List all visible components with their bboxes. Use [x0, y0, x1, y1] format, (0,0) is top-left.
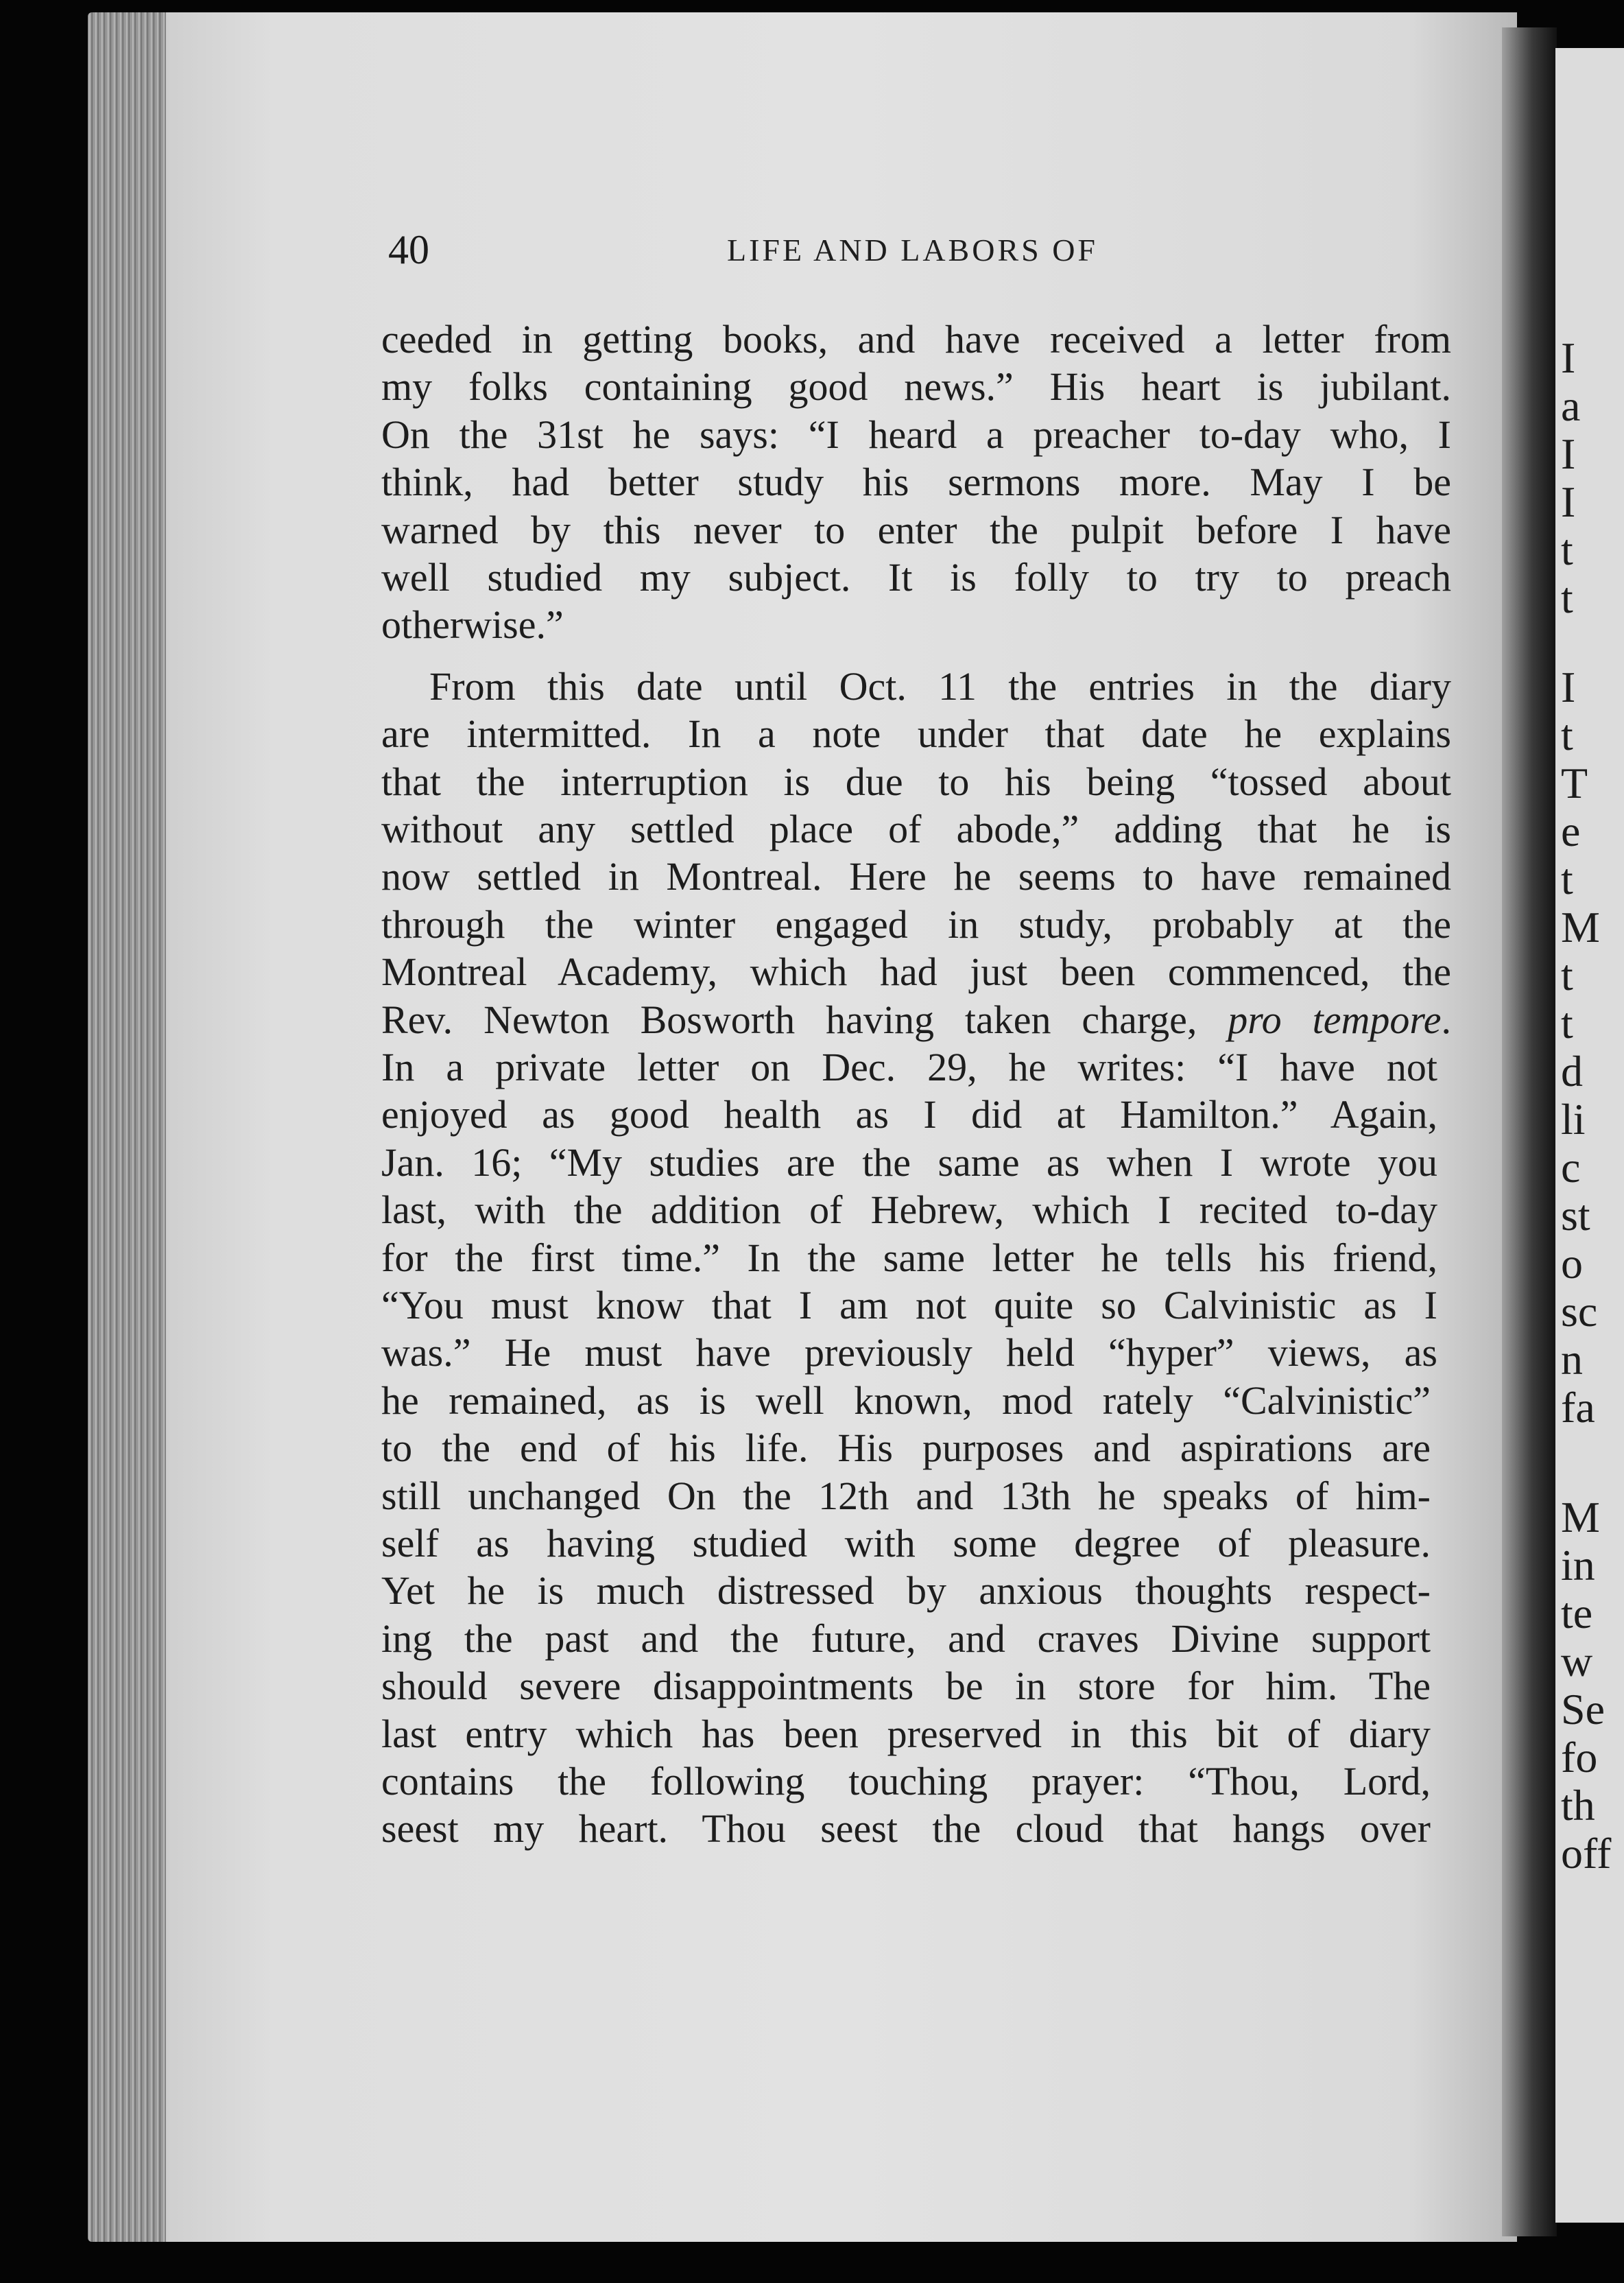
facing-text-fragment: t: [1561, 855, 1573, 903]
facing-text-fragment: e: [1561, 807, 1581, 855]
body-text: [381, 316, 1451, 1948]
text-line: otherwise.”: [381, 602, 564, 648]
text-line: “You must know that I am not quite so Calvinistic as I: [381, 1283, 1437, 1327]
text-line: On the 31st he says: “I heard a preacher to-day who, I: [381, 412, 1451, 457]
text-line: that the interruption is due to his being “tossed about: [381, 759, 1451, 804]
text-line: he remained, as is well known, mod rately “Calvinistic”: [381, 1377, 1431, 1423]
facing-text-fragment: w: [1561, 1637, 1593, 1685]
text-line: enjoyed as good health as I did at Hamilton.” Again,: [381, 1092, 1437, 1137]
facing-text-fragment: in: [1561, 1541, 1595, 1589]
facing-text-fragment: te: [1561, 1589, 1593, 1637]
facing-text-fragment: d: [1561, 1047, 1583, 1096]
text-line: seest my heart. Thou seest the cloud that hangs over: [381, 1806, 1431, 1852]
facing-text-fragment: n: [1561, 1335, 1583, 1384]
facing-text-fragment: th: [1561, 1781, 1595, 1830]
text-line: without any settled place of abode,” adding that he is: [381, 807, 1451, 851]
facing-text-fragment: I: [1561, 477, 1576, 526]
page-number: 40: [388, 227, 429, 272]
text-line: Montreal Academy, which had just been commenced, the: [381, 949, 1451, 995]
text-line: was.” He must have previously held “hyper” views, as: [381, 1330, 1437, 1375]
text-line: contains the following touching prayer: “Thou, Lord,: [381, 1759, 1431, 1803]
facing-text-fragment: st: [1561, 1191, 1590, 1240]
facing-text-fragment: o: [1561, 1239, 1583, 1288]
facing-text-fragment: t: [1561, 573, 1573, 622]
text-line: through the winter engaged in study, probably at the: [381, 901, 1451, 947]
facing-text-fragment: off: [1561, 1829, 1612, 1878]
facing-text-fragment: t: [1561, 711, 1573, 759]
text-line: warned by this never to enter the pulpit before I have: [381, 507, 1451, 552]
facing-text-fragment: fa: [1561, 1383, 1595, 1432]
facing-text-fragment: c: [1561, 1143, 1581, 1192]
facing-text-fragment: T: [1561, 759, 1588, 807]
facing-text-fragment: sc: [1561, 1287, 1598, 1336]
facing-text-fragment: a: [1561, 381, 1581, 430]
text-line: self as having studied with some degree of pleasure.: [381, 1521, 1431, 1565]
book-gutter: [1502, 27, 1557, 2236]
text-line: should severe disappointments be in store for him. The: [381, 1664, 1431, 1709]
facing-text-fragment: t: [1561, 999, 1573, 1048]
facing-text-fragment: M: [1561, 1493, 1600, 1541]
text-line: Jan. 16; “My studies are the same as when I wrote you: [381, 1139, 1437, 1185]
page-block-edges: [88, 12, 170, 2242]
text-line: are intermitted. In a note under that date he explains: [381, 711, 1451, 757]
text-line: Rev. Newton Bosworth having taken charge, pro tempore.: [381, 997, 1451, 1042]
facing-text-fragment: t: [1561, 951, 1573, 999]
text-line: for the first time.” In the same letter he tells his friend,: [381, 1235, 1437, 1280]
text-line: last entry which has been preserved in this bit of diary: [381, 1711, 1431, 1756]
text-line: last, with the addition of Hebrew, which I recited to-day: [381, 1187, 1437, 1233]
facing-text-fragment: Se: [1561, 1685, 1605, 1734]
facing-text-fragment: li: [1561, 1095, 1586, 1144]
text-line: still unchanged On the 12th and 13th he speaks of him-: [381, 1473, 1431, 1518]
facing-page-fragment: [1555, 48, 1624, 2223]
text-line: my folks containing good news.” His heart is jubilant.: [381, 364, 1451, 410]
facing-text-fragment: fo: [1561, 1733, 1598, 1782]
facing-text-fragment: I: [1561, 333, 1576, 382]
facing-text-fragment: I: [1561, 429, 1576, 478]
text-line: From this date until Oct. 11 the entries in the diary: [429, 663, 1451, 709]
facing-text-fragment: I: [1561, 663, 1576, 711]
text-line: Yet he is much distressed by anxious thoughts respect-: [381, 1568, 1431, 1613]
text-line: ing the past and the future, and craves Divine support: [381, 1616, 1431, 1661]
text-line: ceeded in getting books, and have received a letter from: [381, 317, 1451, 362]
text-line: now settled in Montreal. Here he seems to have remained: [381, 854, 1451, 899]
running-head: LIFE AND LABORS OF: [727, 233, 1099, 268]
facing-text-fragment: t: [1561, 525, 1573, 574]
text-line: to the end of his life. His purposes and aspirations are: [381, 1426, 1431, 1471]
text-line: think, had better study his sermons more. May I be: [381, 460, 1451, 505]
text-line: well studied my subject. It is folly to try to preach: [381, 555, 1451, 600]
text-line: In a private letter on Dec. 29, he writes: “I have not: [381, 1045, 1437, 1089]
facing-text-fragment: M: [1561, 903, 1600, 951]
